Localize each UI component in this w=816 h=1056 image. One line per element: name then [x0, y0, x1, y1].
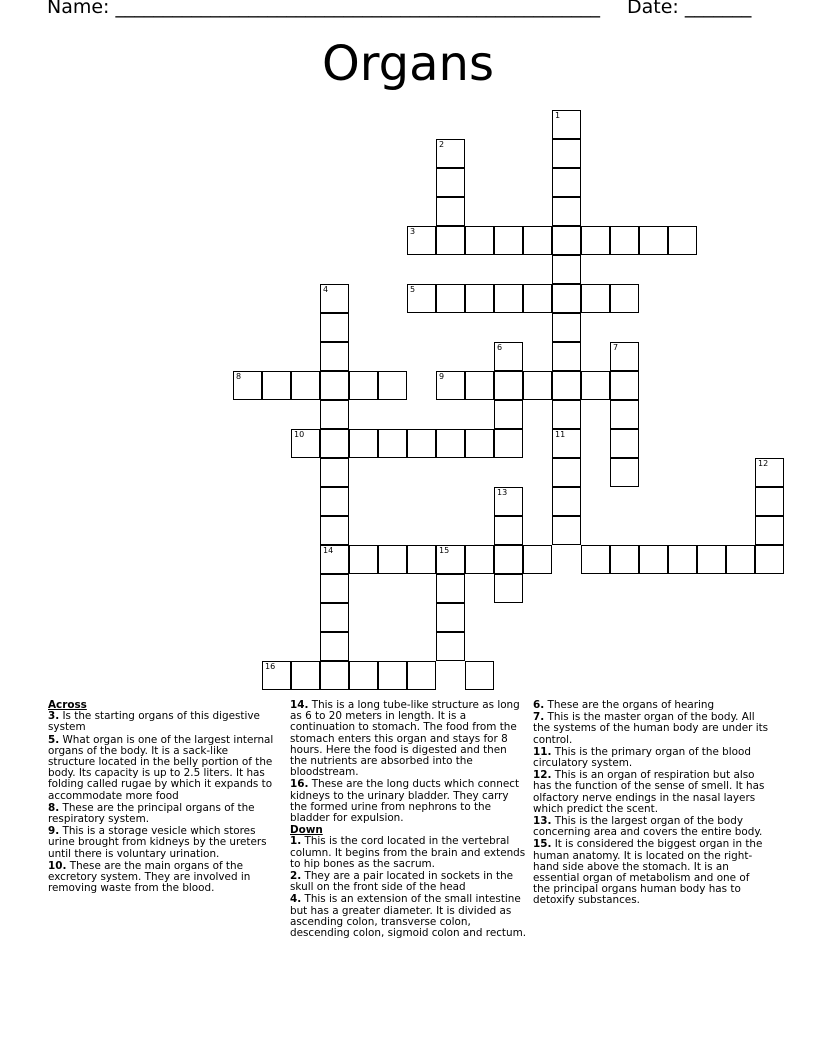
grid-cell[interactable]: [494, 516, 523, 545]
grid-cell[interactable]: [465, 545, 494, 574]
grid-cell[interactable]: [436, 574, 465, 603]
clue-item-number: 2.: [290, 870, 302, 883]
clue-item-text: Is the starting organs of this digestive system: [48, 710, 260, 734]
grid-cell[interactable]: [668, 226, 697, 255]
grid-cell[interactable]: [610, 226, 639, 255]
clue-item-number: 13.: [533, 815, 552, 828]
clue-item-text: This is the largest organ of the body concerning area and covers the entire body.: [533, 815, 763, 839]
grid-cell[interactable]: [581, 284, 610, 313]
clue-number: 5: [410, 285, 416, 294]
clue-item: [533, 816, 769, 838]
clue-item-number: 8.: [48, 801, 60, 814]
grid-cell[interactable]: [552, 313, 581, 342]
clue-item-number: 14.: [290, 699, 309, 711]
grid-cell[interactable]: [262, 661, 291, 690]
clue-item-number: 1.: [290, 835, 302, 848]
clue-item-number: 9.: [48, 825, 60, 838]
grid-cell[interactable]: [552, 516, 581, 545]
clue-number: 12: [758, 459, 769, 468]
grid-cell[interactable]: [494, 226, 523, 255]
grid-cell[interactable]: [320, 487, 349, 516]
clue-number: 13: [497, 488, 508, 497]
grid-cell[interactable]: [552, 371, 581, 400]
grid-cell[interactable]: [378, 661, 407, 690]
clue-item: [290, 779, 526, 824]
grid-cell[interactable]: [552, 487, 581, 516]
clue-item: [48, 861, 278, 895]
clue-item-number: 5.: [48, 733, 60, 746]
grid-cell[interactable]: [320, 545, 349, 574]
clue-item-number: 7.: [533, 711, 545, 724]
grid-cell[interactable]: [349, 429, 378, 458]
clue-item-text: This is an organ of respiration but also has the function of the sense of smell. It has olfactory nerve endings in the nasal layers which predict the scent.: [533, 769, 765, 815]
grid-cell[interactable]: [755, 458, 784, 487]
clue-item: [533, 712, 769, 746]
clue-item-number: 6.: [533, 699, 545, 711]
grid-cell[interactable]: [436, 632, 465, 661]
clue-section-heading: Down: [290, 824, 323, 837]
grid-cell[interactable]: [552, 284, 581, 313]
clue-item-text: This is a long tube-like structure as long as 6 to 20 meters in length. It is a continuation to stomach. The food from the stomach enters this organ and stays for 8 hours. Here the food is digested and then the nutrients are absorbed into the bloodstream.: [290, 699, 520, 779]
grid-cell[interactable]: [610, 284, 639, 313]
grid-cell[interactable]: [320, 632, 349, 661]
clue-number: 4: [323, 285, 329, 294]
grid-cell[interactable]: [436, 284, 465, 313]
grid-cell[interactable]: [320, 400, 349, 429]
grid-cell[interactable]: [407, 661, 436, 690]
clue-item: [290, 836, 526, 870]
grid-cell[interactable]: [349, 661, 378, 690]
clue-item-text: These are the organs of hearing: [544, 699, 715, 711]
clue-item-number: 12.: [533, 769, 552, 782]
grid-cell[interactable]: [610, 545, 639, 574]
grid-cell[interactable]: [552, 226, 581, 255]
clue-item-number: 11.: [533, 745, 552, 758]
grid-cell[interactable]: [755, 516, 784, 545]
grid-cell[interactable]: [407, 429, 436, 458]
clue-item: [290, 700, 526, 778]
grid-cell[interactable]: [291, 661, 320, 690]
clue-item: [48, 735, 278, 802]
grid-cell[interactable]: [494, 284, 523, 313]
grid-cell[interactable]: [436, 371, 465, 400]
clue-item-number: 3.: [48, 710, 60, 723]
grid-cell[interactable]: [407, 545, 436, 574]
grid-cell[interactable]: [552, 139, 581, 168]
grid-cell[interactable]: [436, 603, 465, 632]
grid-cell[interactable]: [581, 226, 610, 255]
clue-number: 2: [439, 140, 445, 149]
clue-item-text: This is the primary organ of the blood circulatory system.: [533, 745, 751, 770]
clue-item-number: 15.: [533, 838, 552, 851]
grid-cell[interactable]: [552, 168, 581, 197]
grid-cell[interactable]: [465, 284, 494, 313]
grid-cell[interactable]: [349, 371, 378, 400]
grid-cell[interactable]: [494, 371, 523, 400]
clue-item-text: This is the master organ of the body. All the systems of the human body are under its control.: [533, 711, 769, 746]
grid-cell[interactable]: [494, 429, 523, 458]
clue-number: 6: [497, 343, 503, 352]
grid-cell[interactable]: [320, 371, 349, 400]
grid-cell[interactable]: [610, 429, 639, 458]
clue-item: [48, 826, 278, 860]
grid-cell[interactable]: [552, 342, 581, 371]
grid-cell[interactable]: [436, 139, 465, 168]
grid-cell[interactable]: [552, 400, 581, 429]
clue-item: [533, 839, 769, 906]
grid-cell[interactable]: [465, 429, 494, 458]
clue-item-number: 4.: [290, 893, 302, 906]
clue-number: 16: [265, 662, 276, 671]
grid-cell[interactable]: [610, 342, 639, 371]
grid-cell[interactable]: [581, 545, 610, 574]
grid-cell[interactable]: [552, 429, 581, 458]
clue-item: [533, 700, 769, 711]
grid-cell[interactable]: [320, 342, 349, 371]
grid-cell[interactable]: [465, 661, 494, 690]
grid-cell[interactable]: [320, 458, 349, 487]
grid-cell[interactable]: [407, 226, 436, 255]
clue-item: [533, 747, 769, 769]
grid-cell[interactable]: [436, 168, 465, 197]
grid-cell[interactable]: [320, 313, 349, 342]
grid-cell[interactable]: [755, 545, 784, 574]
clue-item: [48, 711, 278, 733]
grid-cell[interactable]: [610, 458, 639, 487]
grid-cell[interactable]: [320, 574, 349, 603]
clues-column-2: [290, 700, 526, 940]
grid-cell[interactable]: [581, 371, 610, 400]
name-field-label: Name: ___________________________________________________: [47, 0, 600, 18]
clue-section-heading: Across: [48, 699, 87, 711]
clue-item-text: These are the principal organs of the respiratory system.: [48, 801, 255, 826]
clue-item-text: This is a storage vesicle which stores urine brought from kidneys by the ureters until there is voluntary urination.: [48, 825, 267, 860]
clue-item-text: What organ is one of the largest internal organs of the body. It is a sack-like structure located in the belly portion of the body. Its capacity is up to 2.5 liters. It has folding called rugae by which it expands to accommodate more food: [48, 733, 274, 802]
clue-number: 3: [410, 227, 416, 236]
clue-number: 8: [236, 372, 242, 381]
grid-cell[interactable]: [639, 226, 668, 255]
grid-cell[interactable]: [552, 110, 581, 139]
clue-item-text: It is considered the biggest organ in the human anatomy. It is located on the right-hand side above the stomach. It is an essential organ of metabolism and one of the principal organs human body has to detoxify substances.: [533, 838, 763, 907]
grid-cell[interactable]: [436, 197, 465, 226]
grid-cell[interactable]: [755, 487, 784, 516]
grid-cell[interactable]: [523, 284, 552, 313]
grid-cell[interactable]: [610, 371, 639, 400]
clue-number: 10: [294, 430, 305, 439]
clue-number: 1: [555, 111, 561, 120]
clue-item-number: 16.: [290, 778, 309, 791]
grid-cell[interactable]: [523, 226, 552, 255]
grid-cell[interactable]: [291, 429, 320, 458]
grid-cell[interactable]: [233, 371, 262, 400]
clue-item: [290, 871, 526, 893]
clue-item-text: These are the long ducts which connect kidneys to the urinary bladder. They carry the formed urine from nephrons to the bladder for expulsion.: [290, 778, 520, 825]
grid-cell[interactable]: [262, 371, 291, 400]
clue-item: [290, 894, 526, 939]
grid-cell[interactable]: [494, 342, 523, 371]
grid-cell[interactable]: [378, 545, 407, 574]
clue-item: [48, 803, 278, 825]
grid-cell[interactable]: [407, 284, 436, 313]
grid-cell[interactable]: [320, 661, 349, 690]
grid-cell[interactable]: [523, 545, 552, 574]
grid-cell[interactable]: [291, 371, 320, 400]
grid-cell[interactable]: [436, 429, 465, 458]
grid-cell[interactable]: [378, 429, 407, 458]
grid-cell[interactable]: [523, 371, 552, 400]
grid-cell[interactable]: [320, 429, 349, 458]
grid-cell[interactable]: [378, 371, 407, 400]
grid-cell[interactable]: [668, 545, 697, 574]
grid-cell[interactable]: [320, 603, 349, 632]
grid-cell[interactable]: [639, 545, 668, 574]
clues-column-1: [48, 700, 278, 895]
clue-item-text: They are a pair located in sockets in the skull on the front side of the head: [290, 870, 514, 894]
grid-cell[interactable]: [320, 516, 349, 545]
grid-cell[interactable]: [552, 197, 581, 226]
grid-cell[interactable]: [494, 574, 523, 603]
grid-cell[interactable]: [349, 545, 378, 574]
grid-cell[interactable]: [320, 284, 349, 313]
grid-cell[interactable]: [494, 400, 523, 429]
clue-number: 15: [439, 546, 450, 555]
grid-cell[interactable]: [436, 545, 465, 574]
grid-cell[interactable]: [494, 487, 523, 516]
grid-cell[interactable]: [494, 545, 523, 574]
clue-number: 9: [439, 372, 445, 381]
page-title: Organs: [322, 36, 494, 92]
grid-cell[interactable]: [465, 371, 494, 400]
clue-number: 11: [555, 430, 566, 439]
grid-cell[interactable]: [465, 226, 494, 255]
clue-item: [533, 770, 769, 815]
clue-item-text: These are the main organs of the excretory system. They are involved in removing waste from the blood.: [48, 859, 251, 895]
clue-item-text: This is the cord located in the vertebral column. It begins from the brain and extends to hip bones as the sacrum.: [290, 835, 526, 870]
clue-item-text: This is an extension of the small intestine but has a greater diameter. It is divided as ascending colon, transverse colon, descending colon, sigmoid colon and rectum.: [290, 893, 527, 940]
grid-cell[interactable]: [610, 400, 639, 429]
grid-cell[interactable]: [552, 458, 581, 487]
clues-column-3: [533, 700, 769, 908]
grid-cell[interactable]: [436, 226, 465, 255]
grid-cell[interactable]: [726, 545, 755, 574]
grid-cell[interactable]: [697, 545, 726, 574]
date-field-label: Date: _______: [627, 0, 752, 18]
clue-number: 14: [323, 546, 334, 555]
clue-number: 7: [613, 343, 619, 352]
clue-item-number: 10.: [48, 859, 67, 872]
grid-cell[interactable]: [552, 255, 581, 284]
